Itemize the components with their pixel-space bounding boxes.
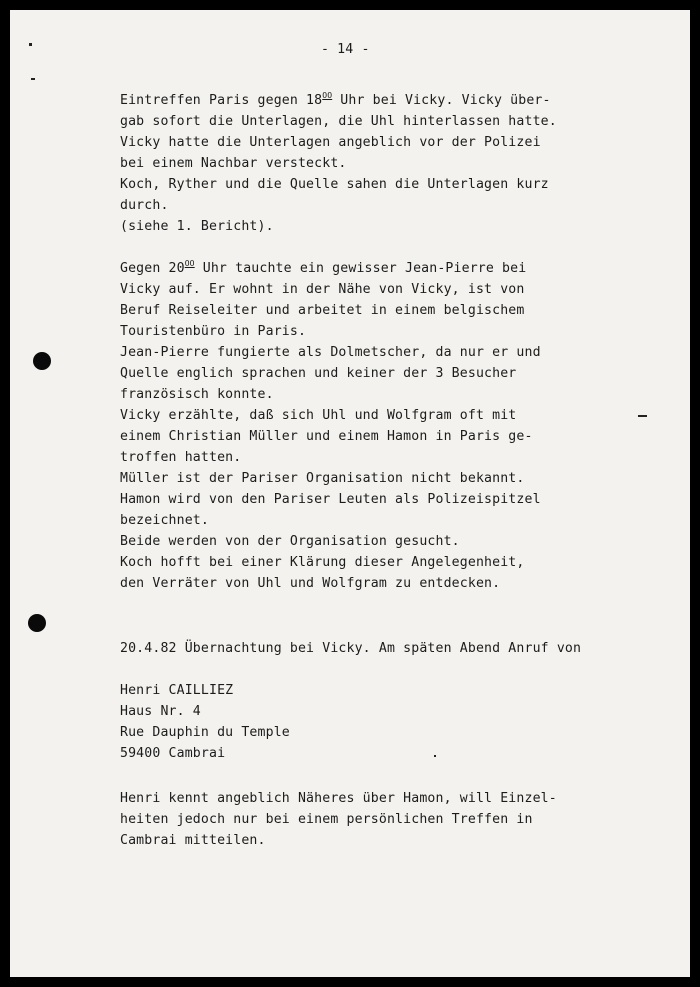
- margin-speck: [31, 78, 35, 80]
- text-line: Beruf Reiseleiter und arbeitet in einem belgischem: [120, 303, 525, 318]
- text-line: Vicky erzählte, daß sich Uhl und Wolfgram oft mit: [120, 408, 517, 423]
- text-line: Henri kennt angeblich Näheres über Hamon, will Einzel-: [120, 791, 557, 806]
- text-line: einem Christian Müller und einem Hamon in Paris ge-: [120, 429, 533, 444]
- text-line: Hamon wird von den Pariser Leuten als Polizeispitzel: [120, 492, 541, 507]
- text-line: durch.: [120, 198, 169, 213]
- text-line: Koch, Ryther und die Quelle sahen die Unterlagen kurz: [120, 177, 549, 192]
- margin-speck: [638, 415, 647, 417]
- document-page: [10, 10, 690, 977]
- text-line: gab sofort die Unterlagen, die Uhl hinterlassen hatte.: [120, 114, 557, 129]
- margin-speck: [29, 43, 32, 46]
- text-line: heiten jedoch nur bei einem persönlichen Treffen in: [120, 812, 533, 827]
- text-line: Vicky auf. Er wohnt in der Nähe von Vicky, ist von: [120, 282, 525, 297]
- punch-hole-lower: [28, 614, 46, 632]
- page-number: - 14 -: [321, 42, 370, 57]
- text-line: Quelle englich sprachen und keiner der 3 Besucher: [120, 366, 517, 381]
- text-line: Cambrai mitteilen.: [120, 833, 266, 848]
- address-line: 59400 Cambrai: [120, 746, 226, 761]
- text-line: (siehe 1. Bericht).: [120, 219, 274, 234]
- text-line: Müller ist der Pariser Organisation nicht bekannt.: [120, 471, 525, 486]
- text-line: 20.4.82 Übernachtung bei Vicky. Am späten Abend Anruf von: [120, 641, 582, 656]
- address-line: Henri CAILLIEZ: [120, 683, 234, 698]
- text-line: Koch hofft bei einer Klärung dieser Angelegenheit,: [120, 555, 525, 570]
- text-line: bei einem Nachbar versteckt.: [120, 156, 347, 171]
- text-line: französisch konnte.: [120, 387, 274, 402]
- text-line: Touristenbüro in Paris.: [120, 324, 307, 339]
- address-line: Haus Nr. 4: [120, 704, 201, 719]
- text-line: Eintreffen Paris gegen $18^{OO}$ Uhr bei Vicky. Vicky über-: [120, 91, 551, 108]
- text-line: bezeichnet.: [120, 513, 209, 528]
- text-line: troffen hatten.: [120, 450, 242, 465]
- text-line: den Verräter von Uhl und Wolfgram zu entdecken.: [120, 576, 501, 591]
- text-line: Beide werden von der Organisation gesucht.: [120, 534, 460, 549]
- text-line: Gegen $20^{OO}$ Uhr tauchte ein gewisser Jean-Pierre bei: [120, 259, 527, 276]
- text-line: Vicky hatte die Unterlagen angeblich vor der Polizei: [120, 135, 541, 150]
- text-line: Jean-Pierre fungierte als Dolmetscher, da nur er und: [120, 345, 541, 360]
- punch-hole-upper: [33, 352, 51, 370]
- margin-speck: [434, 755, 436, 757]
- address-line: Rue Dauphin du Temple: [120, 725, 290, 740]
